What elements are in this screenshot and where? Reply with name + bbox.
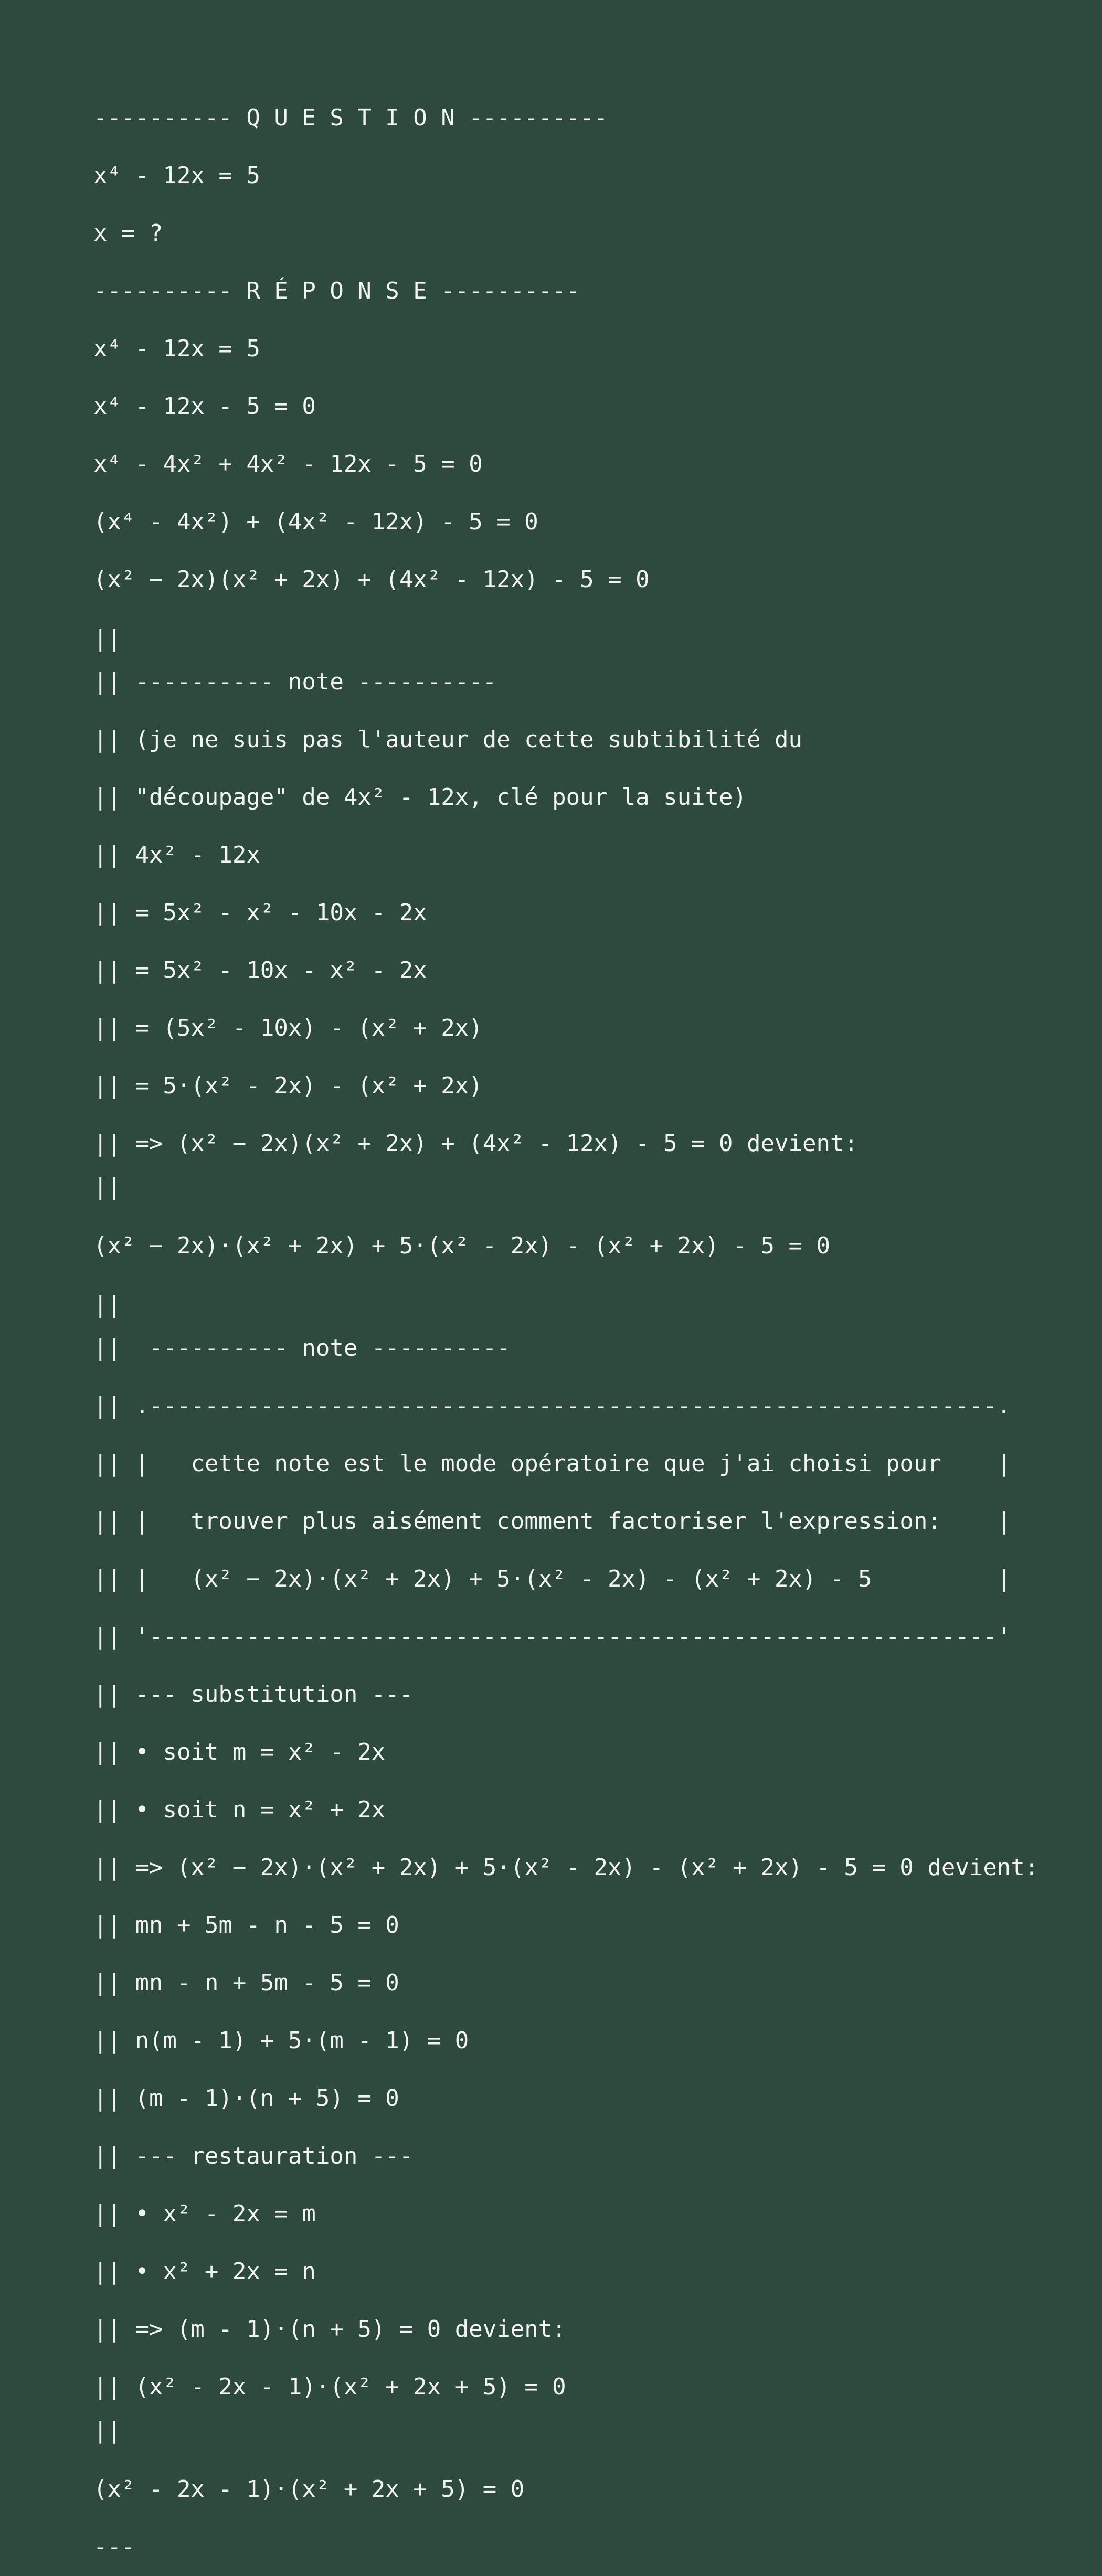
note2-line-10: || => (x² − 2x)·(x² + 2x) + 5·(x² - 2x) - (x² + 2x) - 5 = 0 devient: <box>93 1854 1039 1881</box>
final-equation: (x² - 2x - 1)·(x² + 2x + 5) = 0 <box>93 2476 525 2503</box>
answer-step-5: (x² − 2x)(x² + 2x) + (4x² - 12x) - 5 = 0 <box>93 566 650 593</box>
note2-line-17: || • x² + 2x = n <box>93 2258 316 2285</box>
note2-line-14: || (m - 1)·(n + 5) = 0 <box>93 2085 399 2112</box>
question-equation: x⁴ - 12x = 5 <box>93 162 260 189</box>
note1-line-2: || (je ne suis pas l'auteur de cette subtibilité du <box>93 726 803 753</box>
note-bar: || <box>93 1292 121 1318</box>
note-bar: || <box>93 1174 121 1200</box>
note1-line-5: || = 5x² - x² - 10x - 2x <box>93 899 427 926</box>
note2-line-7: || --- substitution --- <box>93 1681 414 1708</box>
document-body <box>93 89 1090 2576</box>
note-bar: || <box>93 625 121 652</box>
note2-line-12: || mn - n + 5m - 5 = 0 <box>93 1970 399 1996</box>
answer-step-1: x⁴ - 12x = 5 <box>93 335 260 362</box>
question-unknown: x = ? <box>93 220 163 247</box>
note1-line-3: || "découpage" de 4x² - 12x, clé pour la suite) <box>93 784 747 811</box>
note2-line-3: || | cette note est le mode opératoire que j'ai choisi pour | <box>93 1450 1011 1477</box>
answer-step-4: (x⁴ - 4x²) + (4x² - 12x) - 5 = 0 <box>93 508 538 535</box>
note1-line-1: || ---------- note ---------- <box>93 668 497 695</box>
note2-line-8: || • soit m = x² - 2x <box>93 1739 386 1765</box>
note1-line-7: || = (5x² - 10x) - (x² + 2x) <box>93 1015 483 1041</box>
note-bar: || <box>93 2417 121 2444</box>
answer-step-3: x⁴ - 4x² + 4x² - 12x - 5 = 0 <box>93 451 483 477</box>
note2-line-11: || mn + 5m - n - 5 = 0 <box>93 1912 399 1939</box>
note2-line-15: || --- restauration --- <box>93 2143 414 2169</box>
note2-line-1: || ---------- note ---------- <box>93 1335 511 1361</box>
answer-header: ---------- R É P O N S E ---------- <box>93 278 580 304</box>
note2-line-13: || n(m - 1) + 5·(m - 1) = 0 <box>93 2027 469 2054</box>
question-header: ---------- Q U E S T I O N ---------- <box>93 104 608 131</box>
note-block-2 <box>93 1291 1090 2445</box>
note1-line-9: || => (x² − 2x)(x² + 2x) + (4x² - 12x) - 5 = 0 devient: <box>93 1130 858 1157</box>
note2-line-18: || => (m - 1)·(n + 5) = 0 devient: <box>93 2316 566 2343</box>
note1-line-6: || = 5x² - 10x - x² - 2x <box>93 957 427 984</box>
note1-line-4: || 4x² - 12x <box>93 842 260 868</box>
note2-line-4: || | trouver plus aisément comment factoriser l'expression: | <box>93 1508 1011 1535</box>
note1-line-8: || = 5·(x² - 2x) - (x² + 2x) <box>93 1072 483 1099</box>
end-mark: --- <box>93 2534 135 2560</box>
note2-line-2: || .-------------------------------------------------------------. <box>93 1392 1011 1419</box>
note2-line-16: || • x² - 2x = m <box>93 2200 316 2227</box>
note2-line-9: || • soit n = x² + 2x <box>93 1796 386 1823</box>
note-block-1 <box>93 624 1090 1201</box>
answer-step-2: x⁴ - 12x - 5 = 0 <box>93 393 316 420</box>
middle-equation: (x² − 2x)·(x² + 2x) + 5·(x² - 2x) - (x² + 2x) - 5 = 0 <box>93 1232 830 1259</box>
note2-line-19: || (x² - 2x - 1)·(x² + 2x + 5) = 0 <box>93 2373 566 2400</box>
note2-line-6: || '-------------------------------------------------------------' <box>93 1623 1011 1650</box>
note2-line-5: || | (x² − 2x)·(x² + 2x) + 5·(x² - 2x) - (x² + 2x) - 5 | <box>93 1566 1011 1592</box>
